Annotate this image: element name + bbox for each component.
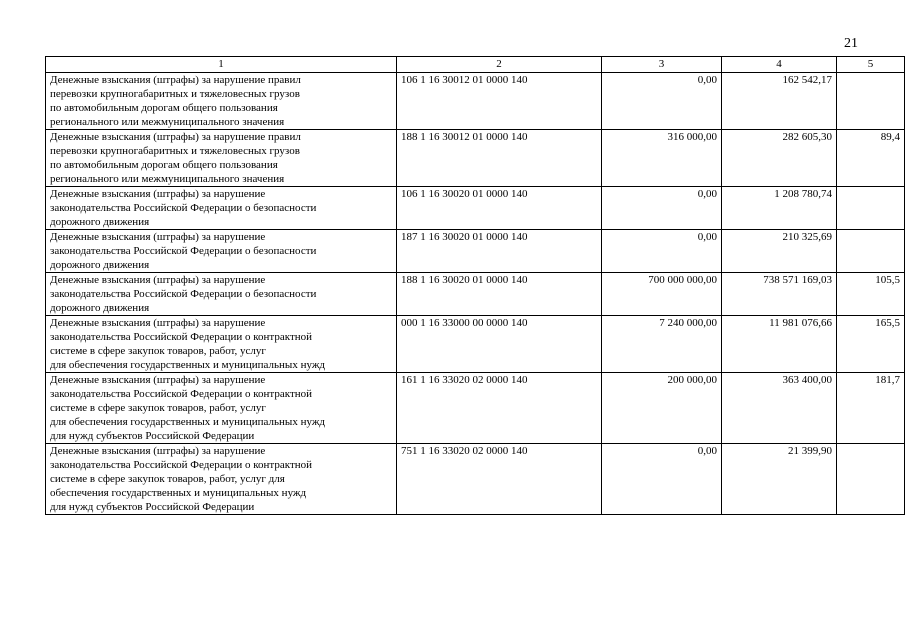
row-budget-code: 188 1 16 30020 01 0000 140 [397, 273, 602, 316]
row-percent [837, 187, 905, 230]
row-description: Денежные взыскания (штрафы) за нарушение правил перевозки крупногабаритных и тяжеловесных грузов по автомобильным дорогам общего пользования регионального или межмуниципального значения [46, 73, 397, 130]
row-plan-value: 0,00 [602, 444, 722, 515]
row-budget-code: 751 1 16 33020 02 0000 140 [397, 444, 602, 515]
row-plan-value: 0,00 [602, 187, 722, 230]
table-row [46, 444, 905, 515]
row-actual-value: 1 208 780,74 [722, 187, 837, 230]
revenue-table [45, 56, 905, 515]
row-description: Денежные взыскания (штрафы) за нарушение законодательства Российской Федерации о контрактной системе в сфере закупок товаров, работ, услуг для обеспечения государственных и муниципальных нужд для нужд субъектов Российской Федерации [46, 444, 397, 515]
row-actual-value: 282 605,30 [722, 130, 837, 187]
row-percent [837, 230, 905, 273]
row-description: Денежные взыскания (штрафы) за нарушение правил перевозки крупногабаритных и тяжеловесных грузов по автомобильным дорогам общего пользования регионального или межмуниципального значения [46, 130, 397, 187]
column-header: 2 [397, 57, 602, 73]
row-plan-value: 700 000 000,00 [602, 273, 722, 316]
row-description: Денежные взыскания (штрафы) за нарушение законодательства Российской Федерации о безопасности дорожного движения [46, 273, 397, 316]
row-description: Денежные взыскания (штрафы) за нарушение законодательства Российской Федерации о безопасности дорожного движения [46, 230, 397, 273]
row-actual-value: 21 399,90 [722, 444, 837, 515]
table-row [46, 316, 905, 373]
row-actual-value: 11 981 076,66 [722, 316, 837, 373]
row-percent: 89,4 [837, 130, 905, 187]
row-budget-code: 106 1 16 30012 01 0000 140 [397, 73, 602, 130]
table-row [46, 130, 905, 187]
column-header: 5 [837, 57, 905, 73]
row-actual-value: 210 325,69 [722, 230, 837, 273]
row-actual-value: 162 542,17 [722, 73, 837, 130]
page-number: 21 [844, 36, 858, 51]
table-row [46, 273, 905, 316]
row-budget-code: 188 1 16 30012 01 0000 140 [397, 130, 602, 187]
table-row [46, 187, 905, 230]
row-description: Денежные взыскания (штрафы) за нарушение законодательства Российской Федерации о безопасности дорожного движения [46, 187, 397, 230]
row-plan-value: 0,00 [602, 230, 722, 273]
row-budget-code: 000 1 16 33000 00 0000 140 [397, 316, 602, 373]
table-row [46, 230, 905, 273]
header-row [46, 57, 905, 73]
row-actual-value: 738 571 169,03 [722, 273, 837, 316]
row-budget-code: 106 1 16 30020 01 0000 140 [397, 187, 602, 230]
row-actual-value: 363 400,00 [722, 373, 837, 444]
column-header: 4 [722, 57, 837, 73]
row-plan-value: 7 240 000,00 [602, 316, 722, 373]
column-header: 3 [602, 57, 722, 73]
table-row [46, 373, 905, 444]
row-plan-value: 316 000,00 [602, 130, 722, 187]
row-percent [837, 444, 905, 515]
row-description: Денежные взыскания (штрафы) за нарушение законодательства Российской Федерации о контрактной системе в сфере закупок товаров, работ, услуг для обеспечения государственных и муниципальных нужд для нужд субъектов Российской Федерации [46, 373, 397, 444]
row-budget-code: 161 1 16 33020 02 0000 140 [397, 373, 602, 444]
row-budget-code: 187 1 16 30020 01 0000 140 [397, 230, 602, 273]
row-percent [837, 73, 905, 130]
row-description: Денежные взыскания (штрафы) за нарушение законодательства Российской Федерации о контрактной системе в сфере закупок товаров, работ, услуг для обеспечения государственных и муниципальных нужд [46, 316, 397, 373]
row-plan-value: 200 000,00 [602, 373, 722, 444]
column-header: 1 [46, 57, 397, 73]
table-row [46, 73, 905, 130]
row-percent: 181,7 [837, 373, 905, 444]
row-plan-value: 0,00 [602, 73, 722, 130]
row-percent: 105,5 [837, 273, 905, 316]
row-percent: 165,5 [837, 316, 905, 373]
